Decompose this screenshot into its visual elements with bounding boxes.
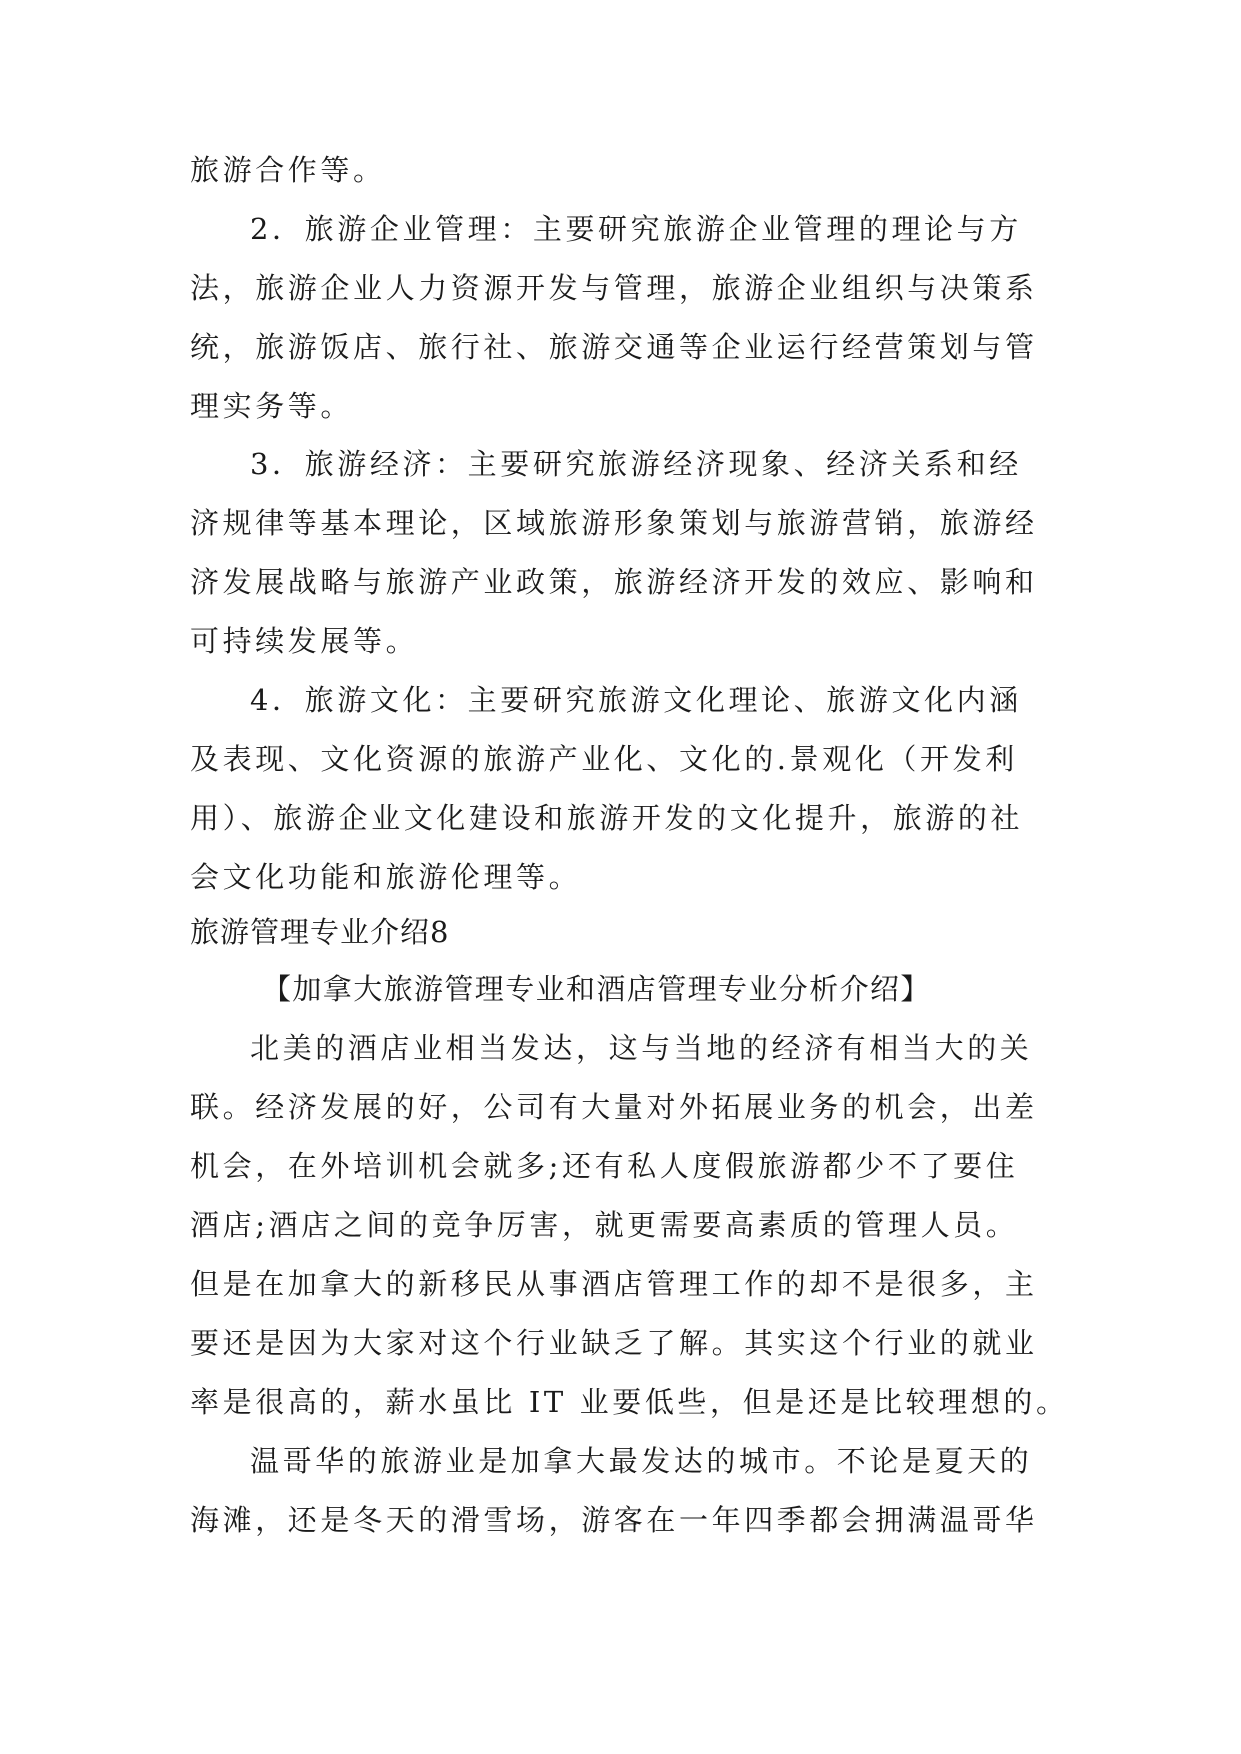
text-line: 用）、旅游企业文化建设和旅游开发的文化提升，旅游的社 <box>190 801 1024 835</box>
article-title: 【加拿大旅游管理专业和酒店管理专业分析介绍】 <box>262 972 931 1006</box>
text-line: 但是在加拿大的新移民从事酒店管理工作的却不是很多，主 <box>190 1267 1038 1301</box>
text-line: 温哥华的旅游业是加拿大最发达的城市。不论是夏天的 <box>250 1444 1033 1478</box>
text-line: 机会，在外培训机会就多;还有私人度假旅游都少不了要住 <box>190 1149 1019 1183</box>
text-line: 理实务等。 <box>190 389 354 423</box>
text-line: 联。经济发展的好，公司有大量对外拓展业务的机会，出差 <box>190 1090 1038 1124</box>
text-line: 3．旅游经济：主要研究旅游经济现象、经济关系和经 <box>250 447 1022 481</box>
text-line: 海滩，还是冬天的滑雪场，游客在一年四季都会拥满温哥华 <box>190 1503 1038 1537</box>
section-heading: 旅游管理专业介绍8 <box>190 915 450 949</box>
text-line: 济发展战略与旅游产业政策，旅游经济开发的效应、影响和 <box>190 565 1038 599</box>
text-line: 率是很高的，薪水虽比 IT 业要低些，但是还是比较理想的。 <box>190 1385 1069 1419</box>
text-line: 2．旅游企业管理：主要研究旅游企业管理的理论与方 <box>250 212 1022 246</box>
text-line: 及表现、文化资源的旅游产业化、文化的.景观化（开发利 <box>190 742 1018 776</box>
text-line: 济规律等基本理论，区域旅游形象策划与旅游营销，旅游经 <box>190 506 1038 540</box>
text-line: 会文化功能和旅游伦理等。 <box>190 860 582 894</box>
text-line: 酒店;酒店之间的竞争厉害，就更需要高素质的管理人员。 <box>190 1208 1019 1242</box>
text-line: 旅游合作等。 <box>190 153 386 187</box>
text-line: 可持续发展等。 <box>190 624 419 658</box>
text-line: 法，旅游企业人力资源开发与管理，旅游企业组织与决策系 <box>190 271 1038 305</box>
text-line: 4．旅游文化：主要研究旅游文化理论、旅游文化内涵 <box>250 683 1022 717</box>
text-line: 统，旅游饭店、旅行社、旅游交通等企业运行经营策划与管 <box>190 330 1038 364</box>
text-line: 北美的酒店业相当发达，这与当地的经济有相当大的关 <box>250 1031 1033 1065</box>
text-line: 要还是因为大家对这个行业缺乏了解。其实这个行业的就业 <box>190 1326 1038 1360</box>
